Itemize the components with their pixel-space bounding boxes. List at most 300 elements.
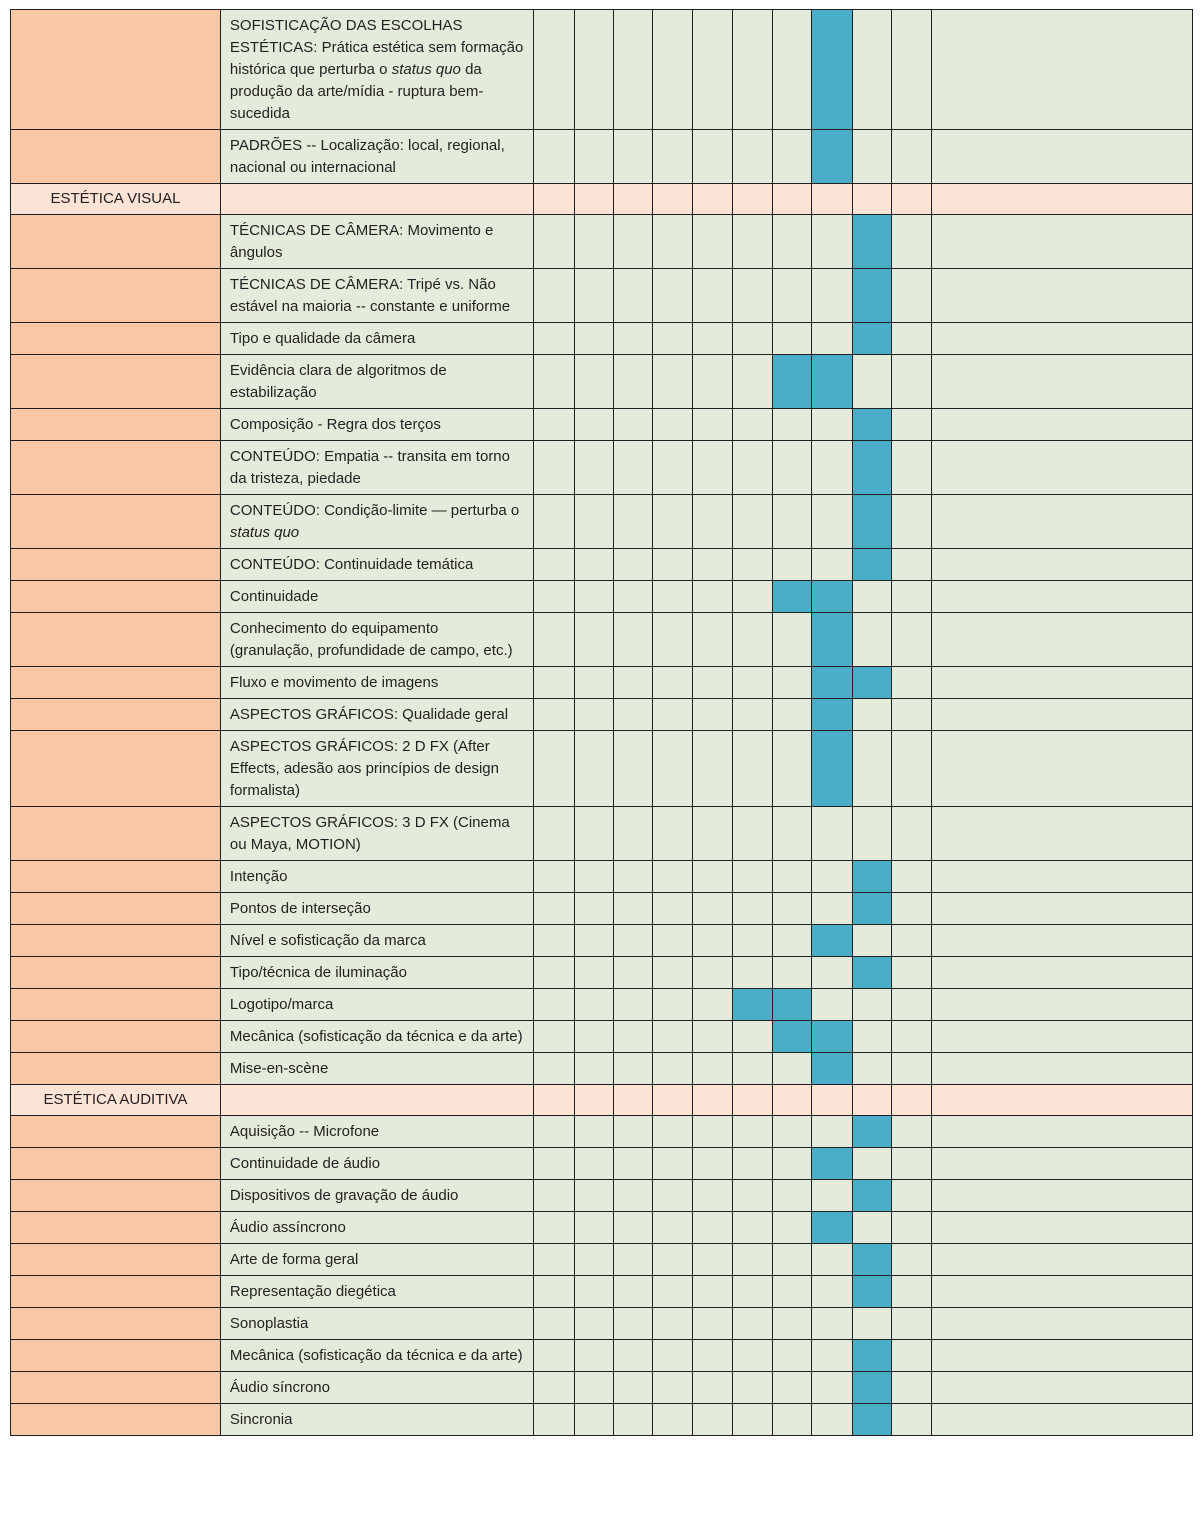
marked-cell [852, 409, 891, 441]
grid-cell [773, 130, 812, 184]
category-cell [11, 549, 221, 581]
grid-cell [732, 409, 772, 441]
category-cell [11, 1148, 221, 1180]
grid-cell [732, 613, 772, 667]
grid-cell [891, 925, 931, 957]
criteria-row [11, 1404, 1193, 1436]
criteria-row [11, 581, 1193, 613]
grid-cell [613, 1085, 652, 1116]
grid-cell [891, 409, 931, 441]
category-cell [11, 269, 221, 323]
grid-cell [852, 1021, 891, 1053]
grid-cell [574, 989, 613, 1021]
notes-cell [932, 1340, 1193, 1372]
grid-cell [773, 699, 812, 731]
grid-cell [852, 807, 891, 861]
criteria-row [11, 1308, 1193, 1340]
grid-cell [693, 807, 732, 861]
grid-cell [653, 893, 693, 925]
marked-cell [852, 1244, 891, 1276]
grid-cell [693, 355, 732, 409]
grid-cell [574, 807, 613, 861]
criteria-row [11, 613, 1193, 667]
grid-cell [613, 549, 652, 581]
grid-cell [773, 1116, 812, 1148]
criterion-text: TÉCNICAS DE CÂMERA: Tripé vs. Não estável na maioria -- constante e uniforme [220, 269, 533, 323]
grid-cell [852, 731, 891, 807]
grid-cell [732, 699, 772, 731]
grid-cell [613, 1340, 652, 1372]
grid-cell [613, 1116, 652, 1148]
criterion-text: Aquisição -- Microfone [220, 1116, 533, 1148]
grid-cell [574, 1085, 613, 1116]
criteria-row [11, 699, 1193, 731]
grid-cell [613, 989, 652, 1021]
grid-cell [773, 10, 812, 130]
grid-cell [653, 1116, 693, 1148]
grid-cell [812, 549, 852, 581]
criteria-row [11, 409, 1193, 441]
grid-cell [613, 613, 652, 667]
notes-cell [932, 807, 1193, 861]
grid-cell [852, 10, 891, 130]
criterion-text: ASPECTOS GRÁFICOS: 3 D FX (Cinema ou Maya, MOTION) [220, 807, 533, 861]
grid-cell [534, 807, 574, 861]
marked-cell [812, 925, 852, 957]
grid-cell [653, 807, 693, 861]
grid-cell [891, 495, 931, 549]
category-cell [11, 1372, 221, 1404]
criterion-text: Mise-en-scène [220, 1053, 533, 1085]
criterion-text: Logotipo/marca [220, 989, 533, 1021]
grid-cell [732, 957, 772, 989]
grid-cell [773, 667, 812, 699]
grid-cell [653, 215, 693, 269]
grid-cell [773, 184, 812, 215]
grid-cell [693, 1116, 732, 1148]
notes-cell [932, 1180, 1193, 1212]
notes-cell [932, 1021, 1193, 1053]
grid-cell [812, 1180, 852, 1212]
marked-cell [812, 1148, 852, 1180]
grid-cell [852, 613, 891, 667]
grid-cell [574, 549, 613, 581]
grid-cell [613, 731, 652, 807]
grid-cell [613, 215, 652, 269]
grid-cell [534, 323, 574, 355]
grid-cell [891, 861, 931, 893]
grid-cell [812, 495, 852, 549]
criteria-row [11, 731, 1193, 807]
notes-cell [932, 269, 1193, 323]
criteria-row [11, 861, 1193, 893]
notes-cell [932, 1244, 1193, 1276]
grid-cell [891, 1276, 931, 1308]
grid-cell [574, 1212, 613, 1244]
grid-cell [891, 731, 931, 807]
grid-cell [773, 495, 812, 549]
category-cell [11, 441, 221, 495]
grid-cell [732, 10, 772, 130]
section-label: ESTÉTICA VISUAL [11, 184, 221, 215]
grid-cell [732, 667, 772, 699]
grid-cell [653, 581, 693, 613]
grid-cell [732, 861, 772, 893]
grid-cell [574, 269, 613, 323]
grid-cell [852, 989, 891, 1021]
grid-cell [574, 1053, 613, 1085]
grid-cell [693, 549, 732, 581]
marked-cell [812, 667, 852, 699]
grid-cell [891, 355, 931, 409]
grid-cell [653, 1340, 693, 1372]
grid-cell [613, 323, 652, 355]
marked-cell [852, 1404, 891, 1436]
grid-cell [891, 699, 931, 731]
grid-cell [653, 1085, 693, 1116]
grid-cell [891, 1372, 931, 1404]
grid-cell [574, 1116, 613, 1148]
grid-cell [574, 699, 613, 731]
grid-cell [693, 1053, 732, 1085]
marked-cell [852, 1116, 891, 1148]
criterion-text: Pontos de interseção [220, 893, 533, 925]
grid-cell [773, 1308, 812, 1340]
grid-cell [773, 731, 812, 807]
notes-cell [932, 355, 1193, 409]
marked-cell [852, 495, 891, 549]
grid-cell [534, 10, 574, 130]
grid-cell [773, 1276, 812, 1308]
grid-cell [812, 1308, 852, 1340]
grid-cell [773, 441, 812, 495]
grid-cell [732, 184, 772, 215]
criterion-text [220, 1085, 533, 1116]
grid-cell [773, 1148, 812, 1180]
grid-cell [852, 184, 891, 215]
criteria-row [11, 215, 1193, 269]
grid-cell [534, 1148, 574, 1180]
notes-cell [932, 409, 1193, 441]
notes-cell [932, 925, 1193, 957]
grid-cell [613, 409, 652, 441]
grid-cell [653, 1276, 693, 1308]
grid-cell [773, 893, 812, 925]
grid-cell [773, 1212, 812, 1244]
grid-cell [852, 581, 891, 613]
grid-cell [732, 1021, 772, 1053]
grid-cell [574, 409, 613, 441]
grid-cell [613, 1276, 652, 1308]
grid-cell [852, 1212, 891, 1244]
criteria-row [11, 667, 1193, 699]
notes-cell [932, 215, 1193, 269]
grid-cell [812, 1340, 852, 1372]
grid-cell [773, 215, 812, 269]
grid-cell [773, 323, 812, 355]
marked-cell [852, 215, 891, 269]
grid-cell [534, 1180, 574, 1212]
category-cell [11, 130, 221, 184]
notes-cell [932, 1116, 1193, 1148]
grid-cell [812, 1244, 852, 1276]
category-cell [11, 215, 221, 269]
grid-cell [653, 409, 693, 441]
criteria-row [11, 1053, 1193, 1085]
marked-cell [852, 893, 891, 925]
category-cell [11, 807, 221, 861]
grid-cell [534, 989, 574, 1021]
grid-cell [852, 1085, 891, 1116]
grid-cell [732, 441, 772, 495]
grid-cell [534, 699, 574, 731]
grid-cell [534, 667, 574, 699]
marked-cell [852, 957, 891, 989]
grid-cell [534, 549, 574, 581]
criterion-text: CONTEÚDO: Continuidade temática [220, 549, 533, 581]
grid-cell [653, 957, 693, 989]
criteria-row [11, 957, 1193, 989]
grid-cell [773, 409, 812, 441]
criteria-row [11, 1372, 1193, 1404]
grid-cell [891, 1212, 931, 1244]
category-cell [11, 925, 221, 957]
grid-cell [693, 409, 732, 441]
grid-cell [653, 1404, 693, 1436]
grid-cell [891, 1180, 931, 1212]
criterion-text: ASPECTOS GRÁFICOS: Qualidade geral [220, 699, 533, 731]
category-cell [11, 409, 221, 441]
grid-cell [574, 10, 613, 130]
notes-cell [932, 699, 1193, 731]
grid-cell [812, 1372, 852, 1404]
criteria-row [11, 323, 1193, 355]
grid-cell [653, 10, 693, 130]
grid-cell [653, 355, 693, 409]
notes-cell [932, 1276, 1193, 1308]
grid-cell [534, 893, 574, 925]
grid-cell [891, 893, 931, 925]
notes-cell [932, 613, 1193, 667]
grid-cell [693, 130, 732, 184]
grid-cell [534, 1212, 574, 1244]
grid-cell [534, 215, 574, 269]
grid-cell [613, 1372, 652, 1404]
grid-cell [732, 215, 772, 269]
marked-cell [732, 989, 772, 1021]
grid-cell [653, 1180, 693, 1212]
marked-cell [852, 549, 891, 581]
grid-cell [693, 893, 732, 925]
grid-cell [653, 731, 693, 807]
grid-cell [653, 1308, 693, 1340]
marked-cell [812, 699, 852, 731]
category-cell [11, 861, 221, 893]
grid-cell [534, 957, 574, 989]
grid-cell [653, 1148, 693, 1180]
grid-cell [891, 667, 931, 699]
criterion-text: Nível e sofisticação da marca [220, 925, 533, 957]
grid-cell [534, 1053, 574, 1085]
grid-cell [653, 184, 693, 215]
grid-cell [613, 130, 652, 184]
grid-cell [693, 667, 732, 699]
grid-cell [534, 861, 574, 893]
marked-cell [812, 613, 852, 667]
grid-cell [653, 1021, 693, 1053]
marked-cell [773, 581, 812, 613]
criteria-row [11, 1148, 1193, 1180]
grid-cell [693, 1372, 732, 1404]
grid-cell [891, 989, 931, 1021]
notes-cell [932, 1372, 1193, 1404]
notes-cell [932, 549, 1193, 581]
grid-cell [693, 1180, 732, 1212]
grid-cell [732, 1212, 772, 1244]
grid-cell [732, 1180, 772, 1212]
grid-cell [693, 323, 732, 355]
grid-cell [732, 1340, 772, 1372]
criteria-row [11, 1340, 1193, 1372]
grid-cell [574, 925, 613, 957]
grid-cell [852, 1148, 891, 1180]
grid-cell [653, 441, 693, 495]
grid-cell [891, 957, 931, 989]
marked-cell [773, 989, 812, 1021]
grid-cell [653, 1212, 693, 1244]
section-row [11, 184, 1193, 215]
grid-cell [574, 1276, 613, 1308]
grid-cell [653, 130, 693, 184]
grid-cell [732, 1085, 772, 1116]
marked-cell [812, 731, 852, 807]
notes-cell [932, 130, 1193, 184]
grid-cell [852, 1053, 891, 1085]
criterion-text: ASPECTOS GRÁFICOS: 2 D FX (After Effects, adesão aos princípios de design formalista) [220, 731, 533, 807]
grid-cell [773, 1340, 812, 1372]
evaluation-grid [10, 9, 1193, 1436]
marked-cell [812, 1212, 852, 1244]
criterion-text: Dispositivos de gravação de áudio [220, 1180, 533, 1212]
criterion-text: Áudio síncrono [220, 1372, 533, 1404]
notes-cell [932, 1148, 1193, 1180]
grid-cell [732, 269, 772, 323]
criterion-text: Fluxo e movimento de imagens [220, 667, 533, 699]
grid-cell [891, 1308, 931, 1340]
grid-cell [693, 1021, 732, 1053]
criteria-row [11, 549, 1193, 581]
grid-cell [812, 1116, 852, 1148]
notes-cell [932, 441, 1193, 495]
grid-cell [653, 1244, 693, 1276]
category-cell [11, 1116, 221, 1148]
grid-cell [891, 1053, 931, 1085]
category-cell [11, 323, 221, 355]
grid-cell [773, 1372, 812, 1404]
grid-cell [773, 957, 812, 989]
grid-cell [773, 925, 812, 957]
grid-cell [613, 893, 652, 925]
marked-cell [852, 861, 891, 893]
grid-cell [534, 581, 574, 613]
marked-cell [852, 441, 891, 495]
criteria-row [11, 807, 1193, 861]
grid-cell [534, 1276, 574, 1308]
notes-cell [932, 1085, 1193, 1116]
grid-cell [732, 495, 772, 549]
section-label: ESTÉTICA AUDITIVA [11, 1085, 221, 1116]
section-row [11, 1085, 1193, 1116]
grid-cell [812, 441, 852, 495]
marked-cell [852, 667, 891, 699]
category-cell [11, 10, 221, 130]
grid-cell [693, 215, 732, 269]
grid-cell [693, 1308, 732, 1340]
grid-cell [891, 549, 931, 581]
grid-cell [574, 667, 613, 699]
grid-cell [812, 893, 852, 925]
notes-cell [932, 861, 1193, 893]
category-cell [11, 1404, 221, 1436]
grid-cell [613, 1148, 652, 1180]
grid-cell [534, 441, 574, 495]
grid-cell [574, 130, 613, 184]
category-cell [11, 699, 221, 731]
grid-cell [613, 355, 652, 409]
category-cell [11, 989, 221, 1021]
criterion-text: PADRÕES -- Localização: local, regional, nacional ou internacional [220, 130, 533, 184]
grid-cell [891, 269, 931, 323]
grid-cell [613, 861, 652, 893]
category-cell [11, 1276, 221, 1308]
grid-cell [574, 323, 613, 355]
criterion-text: Representação diegética [220, 1276, 533, 1308]
grid-cell [693, 1085, 732, 1116]
grid-cell [812, 1085, 852, 1116]
category-cell [11, 581, 221, 613]
grid-cell [891, 807, 931, 861]
grid-cell [891, 613, 931, 667]
notes-cell [932, 323, 1193, 355]
grid-cell [653, 925, 693, 957]
notes-cell [932, 1053, 1193, 1085]
grid-cell [574, 581, 613, 613]
grid-cell [732, 1372, 772, 1404]
grid-cell [534, 1021, 574, 1053]
grid-cell [574, 1404, 613, 1436]
marked-cell [852, 323, 891, 355]
grid-cell [653, 495, 693, 549]
criteria-row [11, 1244, 1193, 1276]
grid-cell [852, 699, 891, 731]
grid-cell [613, 925, 652, 957]
notes-cell [932, 989, 1193, 1021]
grid-cell [891, 1116, 931, 1148]
criteria-row [11, 1116, 1193, 1148]
grid-cell [613, 1021, 652, 1053]
grid-cell [891, 10, 931, 130]
grid-cell [613, 1244, 652, 1276]
category-cell [11, 957, 221, 989]
category-cell [11, 1021, 221, 1053]
grid-cell [613, 269, 652, 323]
notes-cell [932, 1212, 1193, 1244]
category-cell [11, 1212, 221, 1244]
grid-cell [773, 549, 812, 581]
grid-cell [613, 1053, 652, 1085]
grid-cell [852, 355, 891, 409]
grid-cell [891, 1085, 931, 1116]
